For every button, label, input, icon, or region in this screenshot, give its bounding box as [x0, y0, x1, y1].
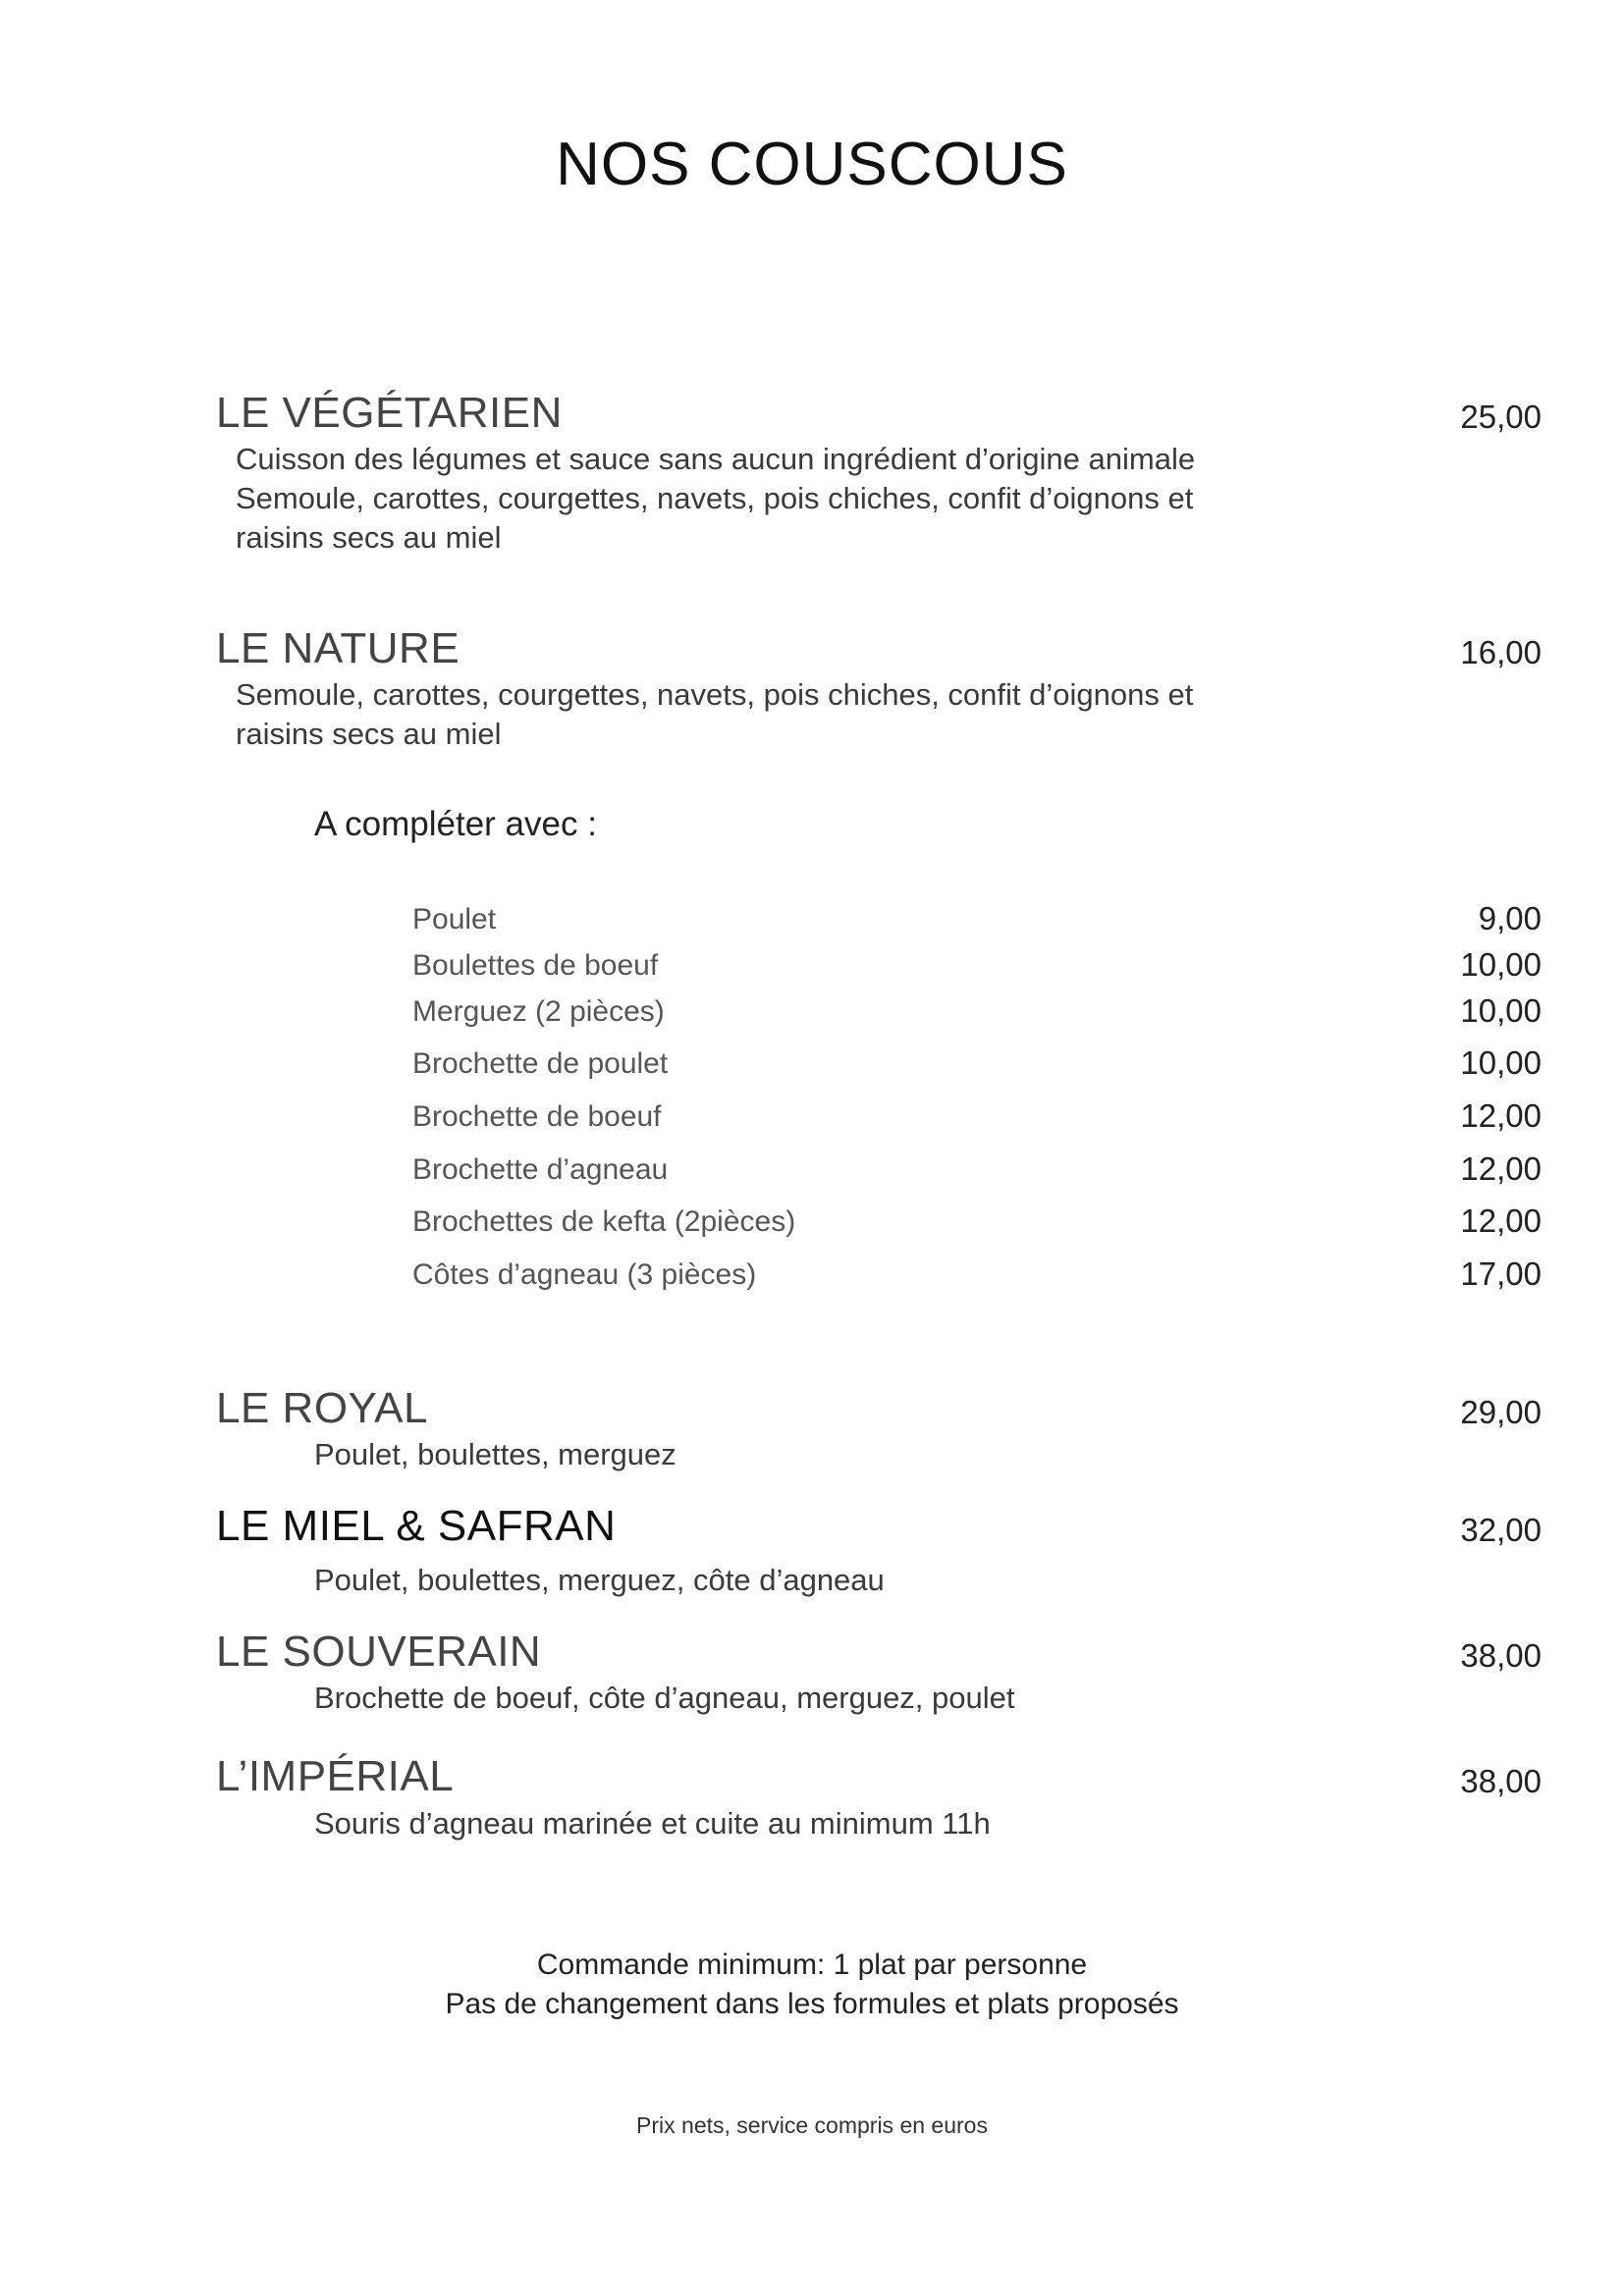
- note-prices: Prix nets, service compris en euros: [636, 2112, 988, 2138]
- addon-name: Brochette de poulet: [412, 1047, 669, 1080]
- addon-name: Boulettes de boeuf: [412, 949, 659, 982]
- addon-name: Brochette de boeuf: [412, 1100, 662, 1133]
- dish-price-nature: 16,00: [1460, 634, 1542, 670]
- complete-label: A compléter avec :: [314, 805, 597, 843]
- dish-name-royal: LE ROYAL: [216, 1384, 428, 1432]
- addon-name: Merguez (2 pièces): [412, 995, 665, 1028]
- addon-price: 17,00: [1460, 1255, 1542, 1292]
- addon-price: 10,00: [1460, 946, 1542, 983]
- note-minimum-order: Commande minimum: 1 plat par personne: [536, 1949, 1088, 1981]
- dish-desc-souverain: Brochette de boeuf, côte d’agneau, merguez, poulet: [314, 1681, 1015, 1715]
- dish-price-royal: 29,00: [1460, 1394, 1542, 1430]
- addon-name: Côtes d’agneau (3 pièces): [412, 1258, 757, 1291]
- dish-desc-vegetarien-3: raisins secs au miel: [236, 520, 502, 555]
- addon-price: 12,00: [1460, 1150, 1542, 1187]
- addon-name: Brochettes de kefta (2pièces): [412, 1205, 796, 1238]
- dish-desc-vegetarien-1: Cuisson des légumes et sauce sans aucun ingrédient d’origine animale: [236, 442, 1196, 476]
- dish-desc-nature-2: raisins secs au miel: [236, 717, 502, 751]
- dish-desc-nature-1: Semoule, carottes, courgettes, navets, pois chiches, confit d’oignons et: [236, 677, 1194, 712]
- dish-desc-imperial: Souris d’agneau marinée et cuite au minimum 11h: [314, 1806, 991, 1841]
- dish-price-miel-safran: 32,00: [1460, 1512, 1542, 1548]
- dish-price-vegetarien: 25,00: [1460, 399, 1542, 435]
- dish-desc-royal: Poulet, boulettes, merguez: [314, 1437, 677, 1471]
- addon-price: 10,00: [1460, 1044, 1542, 1081]
- dish-price-imperial: 38,00: [1460, 1763, 1542, 1799]
- dish-name-vegetarien: LE VÉGÉTARIEN: [216, 389, 563, 437]
- addon-name: Brochette d’agneau: [412, 1153, 669, 1186]
- dish-name-miel-safran: LE MIEL & SAFRAN: [216, 1502, 617, 1550]
- page-title: NOS COUSCOUS: [556, 131, 1068, 198]
- dish-price-souverain: 38,00: [1460, 1637, 1542, 1674]
- dish-name-souverain: LE SOUVERAIN: [216, 1628, 542, 1676]
- addon-price: 10,00: [1460, 992, 1542, 1029]
- addon-price: 12,00: [1460, 1097, 1542, 1134]
- dish-desc-vegetarien-2: Semoule, carottes, courgettes, navets, pois chiches, confit d’oignons et: [236, 481, 1194, 515]
- note-no-changes: Pas de changement dans les formules et plats proposés: [445, 1988, 1179, 2020]
- dish-name-nature: LE NATURE: [216, 624, 460, 672]
- dish-name-imperial: L’IMPÉRIAL: [216, 1752, 455, 1800]
- dish-desc-miel-safran: Poulet, boulettes, merguez, côte d’agneau: [314, 1563, 885, 1597]
- addon-price: 12,00: [1460, 1202, 1542, 1239]
- addon-name: Poulet: [412, 903, 497, 935]
- addon-price: 9,00: [1478, 900, 1542, 936]
